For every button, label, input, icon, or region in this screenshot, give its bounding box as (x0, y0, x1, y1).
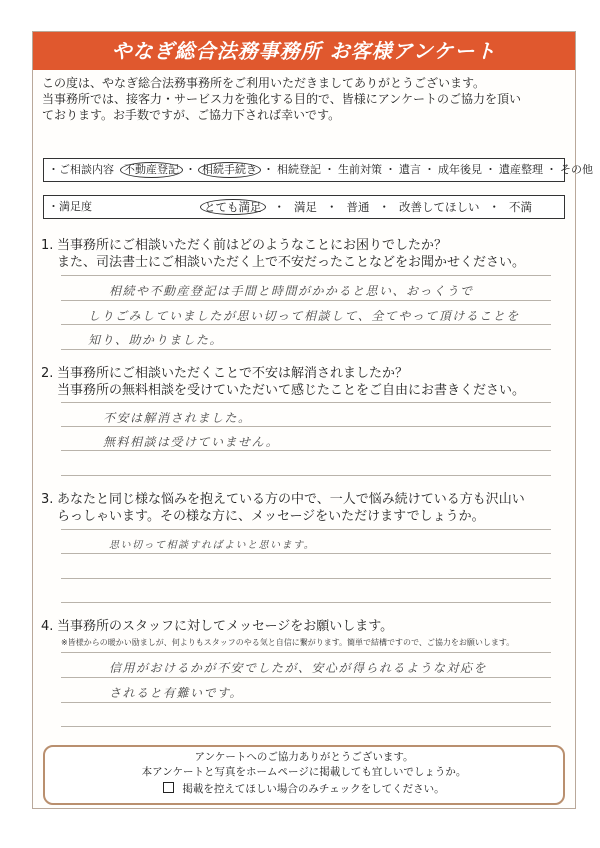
decline-publication-checkbox[interactable] (163, 782, 174, 793)
option-needs-improvement[interactable]: 改善してほしい (399, 200, 480, 214)
answer-rule (61, 402, 551, 403)
answer-rule (61, 475, 551, 476)
answer-4-line: されると有難いです。 (109, 686, 244, 700)
question-text: あなたと同じ様な悩みを抱えている方の中で、一人で悩み続けている方も沢山い (57, 492, 525, 507)
separator: ・ (488, 200, 500, 214)
answer-rule (61, 450, 551, 451)
footer-question: 本アンケートと写真をホームページに掲載しても宜しいでしょうか。 (141, 766, 467, 778)
answer-4-line: 信用がおけるかが不安でしたが、安心が得られるような対応を (109, 661, 488, 675)
intro-line: 当事務所では、接客力・サービス力を強化する目的で、皆様にアンケートのご協力を頂い (42, 92, 522, 106)
answer-rule (61, 275, 551, 276)
footer-consent-box (43, 745, 565, 805)
answer-rule (61, 677, 551, 678)
separator: ・ (385, 163, 396, 176)
question-3 (41, 491, 566, 525)
separator: ・ (378, 200, 390, 214)
answer-rule (61, 553, 551, 554)
option-sonota[interactable]: その他 (560, 163, 593, 176)
answer-rule (61, 300, 551, 301)
option-neutral[interactable]: 普通 (346, 200, 370, 214)
survey-title: やなぎ総合法務事務所 お客様アンケート (33, 32, 575, 70)
answer-1-line: 知り、助かりました。 (88, 333, 224, 347)
question-1 (41, 237, 566, 271)
survey-sheet (32, 31, 593, 809)
option-souzoku-toki[interactable]: 相続登記 (277, 163, 321, 176)
option-yuigon[interactable]: 遺言 (399, 163, 421, 176)
answer-rule (61, 652, 551, 653)
question-4-note: ※皆様からの暖かい励ましが、何よりもスタッフのやる気と自信に繋がります。簡単で結構ですので、ご協力をお願いします。 (61, 638, 515, 647)
separator: ・ (273, 200, 285, 214)
option-very-satisfied[interactable]: とても満足 (200, 199, 266, 215)
question-text: 当事務所の無料相談を受けていただいて感じたことをご自由にお書きください。 (57, 383, 526, 398)
question-2 (41, 365, 566, 399)
answer-rule (61, 602, 551, 603)
separator: ・ (324, 163, 335, 176)
consent-row (45, 782, 563, 797)
footer-thanks: アンケートへのご協力ありがとうございます。 (194, 751, 414, 763)
question-text: 当事務所にご相談いただく前はどのようなことにお困りでしたか？ (57, 238, 448, 253)
consultation-options (120, 159, 594, 181)
checkbox-label: 掲載を控えてほしい場合のみチェックをしてください。 (182, 783, 445, 795)
satisfaction-options (200, 196, 533, 218)
answer-rule (61, 726, 551, 727)
answer-rule (61, 426, 551, 427)
answer-1-line: しりごみしていましたが思い切って相談して、全てやって頂けることを (88, 309, 520, 323)
answer-2-line: 無料相談は受けていません。 (103, 435, 280, 449)
intro-line: この度は、やなぎ総合法務事務所をご利用いただきましてありがとうございます。 (42, 76, 486, 90)
separator: ・ (263, 163, 274, 176)
answer-rule (61, 349, 551, 350)
question-4 (41, 618, 566, 635)
answer-rule (61, 529, 551, 530)
question-text: また、司法書士にご相談いただく上で不安だったことなどをお聞かせください。 (57, 255, 526, 270)
separator: ・ (326, 200, 338, 214)
answer-rule (61, 702, 551, 703)
answer-3-line: 思い切って相談すればよいと思います。 (109, 540, 316, 551)
option-souzoku-tetsuzuki[interactable]: 相続手続き (198, 162, 261, 178)
answer-1-line: 相続や不動産登記は手間と時間がかかると思い、おっくうで (109, 284, 474, 298)
intro-line: ております。お手数ですが、ご協力下されば幸いです。 (42, 108, 341, 122)
option-satisfied[interactable]: 満足 (294, 200, 317, 214)
question-number: 1. (41, 238, 54, 253)
option-seizen-taisaku[interactable]: 生前対策 (338, 163, 382, 176)
answer-rule (61, 324, 551, 325)
separator: ・ (424, 163, 435, 176)
question-text: らっしゃいます。その様な方に、メッセージをいただけますでしょうか。 (57, 509, 485, 524)
question-number: 4. (41, 619, 54, 634)
answer-2-line: 不安は解消されました。 (103, 411, 252, 425)
separator: ・ (546, 163, 557, 176)
answer-rule (61, 578, 551, 579)
consultation-type-box (43, 158, 593, 182)
intro-text (42, 75, 567, 123)
separator: ・ (185, 163, 196, 176)
question-number: 2. (41, 366, 54, 381)
option-seinen-kouken[interactable]: 成年後見 (438, 163, 482, 176)
satisfaction-box (43, 195, 565, 219)
question-text: 当事務所のスタッフに対してメッセージをお願いします。 (57, 619, 394, 634)
question-text: 当事務所にご相談いただくことで不安は解消されましたか？ (57, 366, 409, 381)
option-isan-seiri[interactable]: 遺産整理 (499, 163, 543, 176)
option-dissatisfied[interactable]: 不満 (509, 200, 532, 214)
question-number: 3. (41, 492, 54, 507)
separator: ・ (485, 163, 496, 176)
option-fudosan-toki[interactable]: 不動産登記 (120, 162, 183, 178)
satisfaction-label: ・満足度 (48, 200, 92, 213)
consultation-type-label: ・ご相談内容 (48, 163, 114, 176)
